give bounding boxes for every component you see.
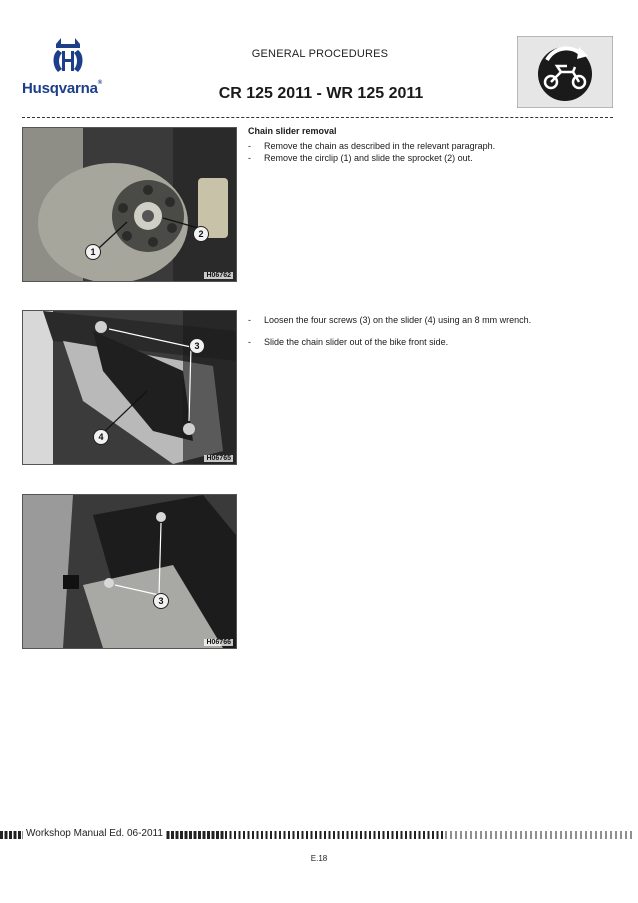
instruction-line: - Remove the chain as described in the relevant paragraph. bbox=[248, 141, 496, 151]
procedure-title: Chain slider removal bbox=[248, 126, 337, 136]
section-title: GENERAL PROCEDURES bbox=[251, 48, 389, 60]
page-number: E.18 bbox=[310, 854, 328, 863]
instruction-line: - Slide the chain slider out of the bike front side. bbox=[248, 337, 449, 347]
photo-slider-screws bbox=[22, 494, 237, 649]
instruction-line: - Remove the circlip (1) and slide the sprocket (2) out. bbox=[248, 153, 473, 163]
brand-wordmark: Husqvarna® bbox=[22, 80, 102, 97]
callout-4: 4 bbox=[93, 429, 109, 445]
photo-code: H06766 bbox=[206, 639, 231, 646]
callout-1: 1 bbox=[85, 244, 101, 260]
model-title: CR 125 2011 - WR 125 2011 bbox=[218, 85, 424, 102]
motorcycle-rotate-icon bbox=[517, 36, 613, 108]
footer-label: Workshop Manual Ed. 06-2011 bbox=[23, 828, 166, 839]
photo-sprocket bbox=[22, 127, 237, 282]
photo-code: H06762 bbox=[206, 272, 231, 279]
instruction-line: - Loosen the four screws (3) on the slider (4) using an 8 mm wrench. bbox=[248, 315, 532, 325]
sprocket-photo-illustration bbox=[23, 128, 236, 281]
callout-3: 3 bbox=[153, 593, 169, 609]
callout-3: 3 bbox=[189, 338, 205, 354]
header-divider bbox=[22, 117, 613, 118]
photo-chain-slider bbox=[22, 310, 237, 465]
step-text-1 bbox=[248, 125, 618, 164]
slider-screws-photo-illustration bbox=[23, 495, 236, 648]
photo-code: H06765 bbox=[206, 455, 231, 462]
chain-slider-photo-illustration bbox=[23, 311, 236, 464]
callout-2: 2 bbox=[193, 226, 209, 242]
step-text-2 bbox=[248, 314, 618, 348]
